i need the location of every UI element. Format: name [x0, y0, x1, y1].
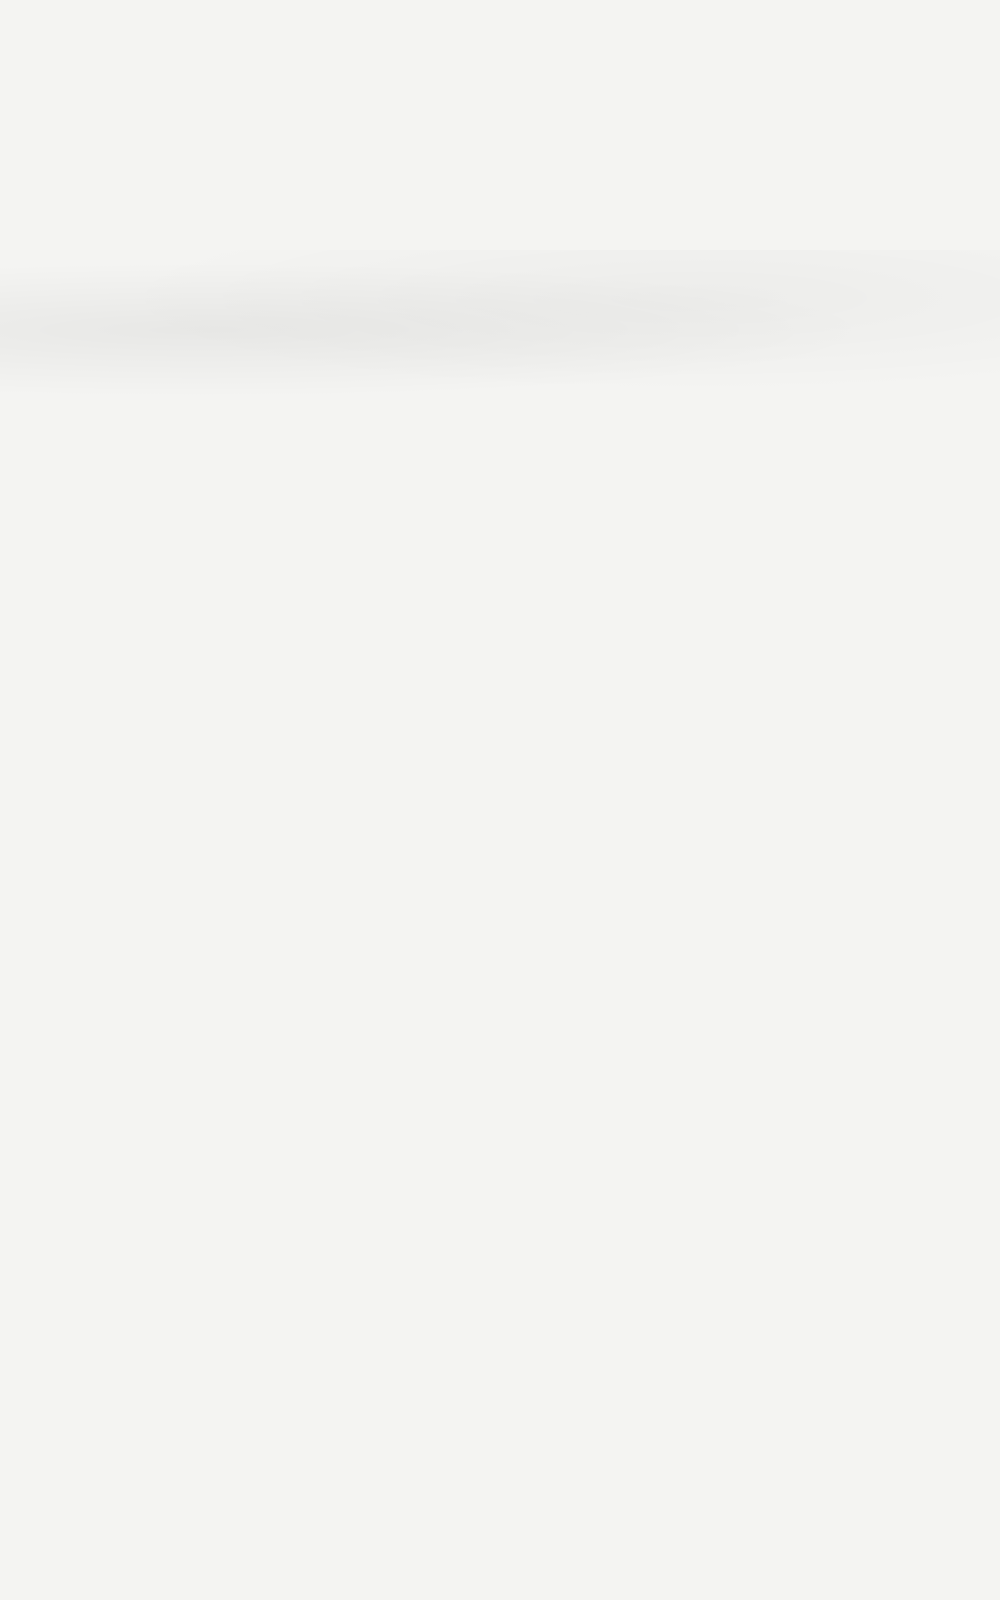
page-content: [90, 370, 930, 406]
watermark: [800, 1488, 980, 1588]
section-title: [90, 372, 930, 400]
